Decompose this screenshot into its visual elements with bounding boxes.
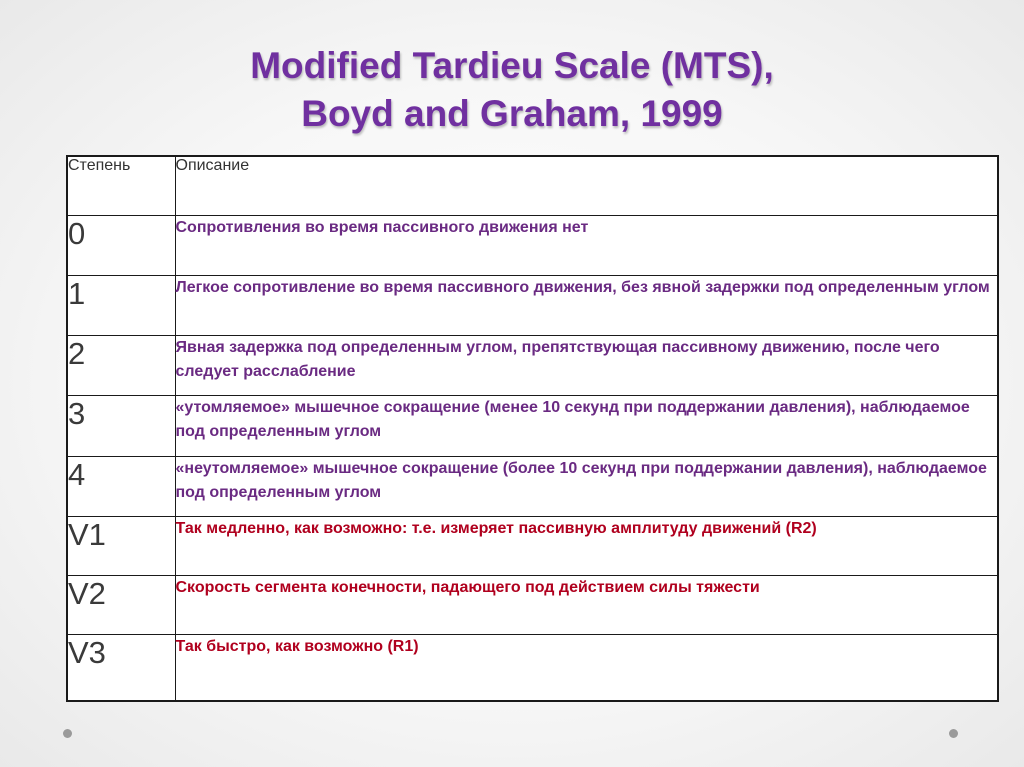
description-cell: Явная задержка под определенным углом, препятствующая пассивному движению, после чего следует расслабление xyxy=(175,336,998,396)
description-cell: «утомляемое» мышечное сокращение (менее 10 секунд при поддержании давления), наблюдаемое под определенным углом xyxy=(175,396,998,456)
description-cell: «неутомляемое» мышечное сокращение (более 10 секунд при поддержании давления), наблюдаемое под определенным углом xyxy=(175,456,998,516)
header-description: Описание xyxy=(175,156,998,216)
table-row xyxy=(67,456,998,516)
grade-cell: V1 xyxy=(67,516,175,575)
description-cell: Так медленно, как возможно: т.е. измеряет пассивную амплитуду движений (R2) xyxy=(175,516,998,575)
grade-cell: 4 xyxy=(67,456,175,516)
table-row xyxy=(67,396,998,456)
mts-table xyxy=(66,155,999,702)
description-cell: Легкое сопротивление во время пассивного движения, без явной задержки под определенным углом xyxy=(175,276,998,336)
slide-bullet-left xyxy=(63,729,72,738)
table-row xyxy=(67,216,998,276)
description-cell: Сопротивления во время пассивного движения нет xyxy=(175,216,998,276)
table-header-row xyxy=(67,156,998,216)
description-cell: Скорость сегмента конечности, падающего под действием силы тяжести xyxy=(175,575,998,634)
table-row xyxy=(67,634,998,701)
description-cell: Так быстро, как возможно (R1) xyxy=(175,634,998,701)
grade-cell: 2 xyxy=(67,336,175,396)
header-grade: Степень xyxy=(67,156,175,216)
slide-title xyxy=(0,42,1024,138)
grade-cell: 3 xyxy=(67,396,175,456)
table-row xyxy=(67,336,998,396)
grade-cell: V2 xyxy=(67,575,175,634)
grade-cell: 1 xyxy=(67,276,175,336)
grade-cell: V3 xyxy=(67,634,175,701)
table-row xyxy=(67,516,998,575)
grade-cell: 0 xyxy=(67,216,175,276)
title-line-1: Modified Tardieu Scale (MTS), xyxy=(250,45,774,86)
slide-bullet-right xyxy=(949,729,958,738)
title-line-2: Boyd and Graham, 1999 xyxy=(301,93,723,134)
table-row xyxy=(67,575,998,634)
table-row xyxy=(67,276,998,336)
